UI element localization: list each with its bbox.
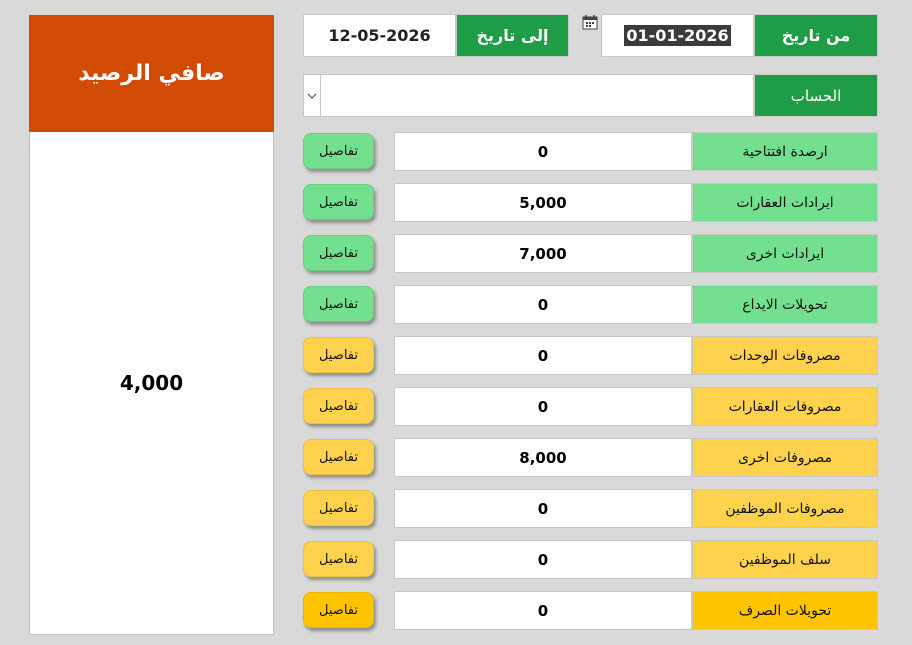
- account-dropdown-button[interactable]: [303, 74, 321, 117]
- row-label: ايرادات اخرى: [692, 234, 878, 273]
- row-value: 7,000: [394, 234, 692, 273]
- row-value: 0: [394, 387, 692, 426]
- details-button[interactable]: تفاصيل: [303, 541, 374, 577]
- to-date-label: إلى تاريخ: [456, 14, 569, 57]
- row-label: سلف الموظفين: [692, 540, 878, 579]
- to-date-input[interactable]: [303, 14, 456, 57]
- row-value: 0: [394, 285, 692, 324]
- row-label: تحويلات الايداع: [692, 285, 878, 324]
- details-button[interactable]: تفاصيل: [303, 388, 374, 424]
- row-label: ارصدة افتتاحية: [692, 132, 878, 171]
- row-label: مصروفات الوحدات: [692, 336, 878, 375]
- row-value: 0: [394, 132, 692, 171]
- from-date-input[interactable]: [601, 14, 754, 57]
- details-button[interactable]: تفاصيل: [303, 490, 374, 526]
- account-select[interactable]: [320, 74, 754, 117]
- row-value: 0: [394, 540, 692, 579]
- details-button[interactable]: تفاصيل: [303, 439, 374, 475]
- chevron-down-icon: [307, 92, 317, 100]
- details-button[interactable]: تفاصيل: [303, 184, 374, 220]
- net-balance-value: 4,000: [119, 371, 184, 395]
- row-value: 5,000: [394, 183, 692, 222]
- row-label: مصروفات العقارات: [692, 387, 878, 426]
- to-date-value: 12-05-2026: [328, 26, 431, 45]
- from-date-value: 01-01-2026: [626, 26, 729, 45]
- row-value: 0: [394, 489, 692, 528]
- calendar-icon[interactable]: [581, 13, 599, 31]
- row-value: 8,000: [394, 438, 692, 477]
- row-label: ايرادات العقارات: [692, 183, 878, 222]
- details-button[interactable]: تفاصيل: [303, 592, 374, 628]
- row-value: 0: [394, 336, 692, 375]
- details-button[interactable]: تفاصيل: [303, 337, 374, 373]
- details-button[interactable]: تفاصيل: [303, 286, 374, 322]
- row-label: تحويلات الصرف: [692, 591, 878, 630]
- from-date-label: من تاريخ: [754, 14, 878, 57]
- details-button[interactable]: تفاصيل: [303, 133, 374, 169]
- row-label: مصروفات اخرى: [692, 438, 878, 477]
- details-button[interactable]: تفاصيل: [303, 235, 374, 271]
- net-balance-title: صافي الرصيد: [29, 15, 274, 132]
- row-label: مصروفات الموظفين: [692, 489, 878, 528]
- net-balance-panel: [29, 132, 274, 635]
- row-value: 0: [394, 591, 692, 630]
- account-label: الحساب: [754, 74, 878, 117]
